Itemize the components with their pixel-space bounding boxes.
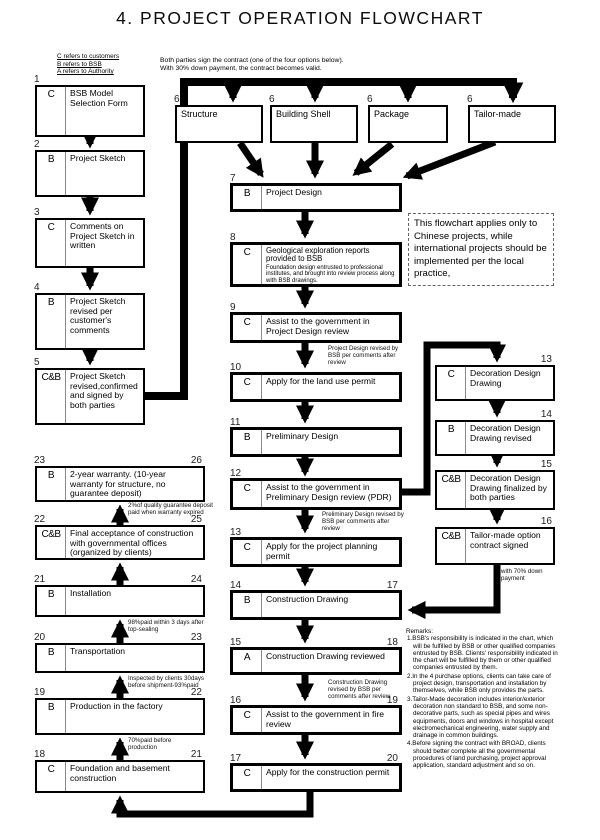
flow-box-7 <box>230 173 402 212</box>
box-text: Assist to the government in Project Design review <box>266 316 370 336</box>
box-number-right: 23 <box>190 632 202 643</box>
box-text: Decoration Design Drawing <box>470 368 541 388</box>
box-number: 18 <box>34 749 46 760</box>
box-text: Assist to the government in fire review <box>266 709 384 729</box>
payment-note: 98%paid within 3 days after top-sealing <box>128 619 204 633</box>
flow-box-option-tailor-made <box>467 94 556 143</box>
legend-line: B refers to BSB <box>57 60 102 68</box>
responsibility-tag: B <box>37 295 66 348</box>
box-text: Geological exploration reports provided to BSB <box>266 246 370 264</box>
box-number: 1 <box>34 74 40 85</box>
flow-box-20 <box>34 632 205 673</box>
box-text: Structure <box>181 109 218 119</box>
responsibility-tag: C <box>437 367 466 399</box>
flow-box-9 <box>230 302 402 343</box>
box-number: 10 <box>230 362 242 373</box>
box-number: 14 <box>230 580 242 591</box>
box-text: Tailor-made option contract signed <box>470 530 541 550</box>
flow-box-13 <box>230 527 402 567</box>
responsibility-tag: C <box>233 708 262 732</box>
flow-box-10 <box>230 362 402 402</box>
box-number: 3 <box>34 207 40 218</box>
revision-note: Preliminary Design revised by BSB per comments after review <box>322 511 404 532</box>
flow-box-22 <box>34 514 205 560</box>
box-number-right: 19 <box>386 695 398 706</box>
box-number: 23 <box>34 455 46 466</box>
permit-to-foundation-loop <box>120 792 310 814</box>
flow-box-19 <box>34 687 205 735</box>
box-number-right: 14 <box>540 409 552 420</box>
revision-note: Construction Drawing revised by BSB per comments after review <box>328 679 391 700</box>
flow-box-16 <box>230 695 402 735</box>
legend-line: C refers to customers <box>57 53 120 60</box>
responsibility-tag: B <box>437 422 466 454</box>
remarks-heading: Remarks: <box>406 628 433 635</box>
responsibility-tag: C <box>233 481 262 507</box>
flow-box-23 <box>34 455 205 502</box>
box-number: 16 <box>230 695 242 706</box>
responsibility-tag: C&B <box>37 527 66 558</box>
responsibility-tag: C <box>37 220 66 266</box>
box-number-right: 21 <box>190 749 202 760</box>
box-text: Comments on Project Sketch in written <box>70 221 135 251</box>
box-text: Construction Drawing <box>266 594 349 604</box>
flow-box-4 <box>34 282 145 350</box>
box-text: Preliminary Design <box>266 431 339 441</box>
remark-item: 4.Before signing the contract with BROAD, clients should better complete all the governmental procedures of land purchasing, project approval application, standard adjustment and so on. <box>407 740 547 770</box>
responsibility-tag: B <box>233 186 262 209</box>
flow-box-8 <box>230 232 402 287</box>
box-number: 8 <box>230 232 236 243</box>
box-text: Project Sketch revised per customer's comments <box>70 296 126 335</box>
flow-box-r15 <box>435 459 555 510</box>
responsibility-tag: C <box>233 540 262 564</box>
revision-note: Project Design revised by BSB per comments after review <box>328 345 399 366</box>
responsibility-tag: C&B <box>437 472 466 508</box>
box-text: BSB Model Selection Form <box>70 88 128 108</box>
box-number: 6 <box>467 94 473 105</box>
responsibility-tag: C <box>233 245 262 284</box>
box-text: Installation <box>70 588 112 598</box>
box-number-right: 20 <box>386 753 398 764</box>
box-number: 12 <box>230 468 242 479</box>
responsibility-tag: B <box>233 593 262 617</box>
box-number: 22 <box>34 514 46 525</box>
box-text: Foundation and basement construction <box>70 763 170 783</box>
box-number-right: 18 <box>386 637 398 648</box>
responsibility-tag: C&B <box>437 529 466 563</box>
responsibility-tag: C <box>37 87 66 135</box>
contract-note-line: With 30% down payment, the contract becomes valid. <box>160 65 322 73</box>
flow-box-15 <box>230 637 402 675</box>
legend-line: A refers to Authority <box>57 68 114 76</box>
box-number-right: 25 <box>190 514 202 525</box>
box-number: 2 <box>34 139 40 150</box>
remarks <box>406 628 560 771</box>
box-number-right: 24 <box>190 574 202 585</box>
contract-to-construction-loop <box>412 565 497 610</box>
box-text: Apply for the land use permit <box>266 376 376 386</box>
box-number: 6 <box>367 94 373 105</box>
flow-box-1 <box>34 74 145 137</box>
box-text: Decoration Design Drawing finalized by both parties <box>470 473 547 503</box>
flow-box-21 <box>34 574 205 617</box>
responsibility-tag: B <box>233 430 262 454</box>
flow-box-r13 <box>435 354 555 401</box>
box-number: 9 <box>230 302 236 313</box>
flow-box-12 <box>230 468 402 510</box>
flow-box-option-package <box>367 94 448 143</box>
contract-note-line: Both parties sign the contract (one of the four options below). <box>160 57 344 64</box>
box-number: 19 <box>34 687 46 698</box>
box-body <box>262 245 399 284</box>
payment-note: 2%of quality guarantee deposit paid when warranty expired <box>128 502 213 516</box>
box-subtext: Foundation design entrusted to professional institutes, and brought into review process along with BSB drawings. <box>266 264 395 284</box>
flow-box-11 <box>230 417 402 457</box>
box-text: Assist to the government in Preliminary Design review (PDR) <box>266 482 392 502</box>
box-number: 21 <box>34 574 46 585</box>
box-text: Transportation <box>70 646 126 656</box>
flow-box-14 <box>230 580 402 620</box>
flow-box-r16 <box>435 516 555 565</box>
responsibility-tag: B <box>37 468 66 500</box>
flow-box-5 <box>34 357 145 425</box>
box-text: Project Design <box>266 187 322 197</box>
contract-note <box>160 57 450 73</box>
responsibility-tag: B <box>37 700 66 733</box>
box-number: 17 <box>230 753 242 764</box>
responsibility-tag: B <box>37 645 66 671</box>
box-number-right: 22 <box>190 687 202 698</box>
box-text: 2-year warranty. (10-year warranty for structure, no guarantee deposit) <box>70 469 166 499</box>
payment-note: Inspected by clients 30days before shipment-93%paid <box>128 675 205 689</box>
box-text: Production in the factory <box>70 701 163 711</box>
box-text: Decoration Design Drawing revised <box>470 423 541 443</box>
box-number-right: 13 <box>540 354 552 365</box>
box-text: Tailor-made <box>474 109 522 119</box>
chinese-projects-notice: This flowchart applies only to Chinese projects, while international projects should be implemented per the local practice, <box>408 213 554 286</box>
box-text: Project Sketch <box>70 153 126 163</box>
box-number-right: 26 <box>190 455 202 466</box>
down-payment-note: with 70% down payment <box>501 568 543 582</box>
remark-item: 1.BSB's responsibility is indicated in the chart, which will be fulfilled by BSB or other qualified companies entrusted by BSB. Clients' responsibility indicated in the chart will be fulfilled by them or other qualified companies entrusted by them. <box>407 635 558 672</box>
responsibility-tag: C&B <box>37 370 66 423</box>
box-text: Apply for the construction permit <box>266 767 390 777</box>
box-number: 20 <box>34 632 46 643</box>
flow-box-17 <box>230 753 402 792</box>
box-number-right: 17 <box>386 580 398 591</box>
flow-box-r14 <box>435 409 555 456</box>
legend <box>57 53 119 76</box>
flow-box-2 <box>34 139 145 197</box>
box-text: Final acceptance of construction with governmental offices (organized by clients) <box>70 528 194 558</box>
remark-item: 2.In the 4 purchase options, clients can take care of project design, transportation and installation by themselves, while BSB only provides the parts. <box>407 672 551 695</box>
box-text: Package <box>374 109 410 119</box>
remark-item: 3.Tailor-Made decoration includes interior/exterior decoration non standard to BSB, and some non-decorative parts, such as special pipes and wires equipments, doors and windows in hospital except electromechanical engineering, water supply and drainage in common buildings. <box>407 695 554 740</box>
responsibility-tag: C <box>37 762 66 791</box>
responsibility-tag: B <box>37 587 66 615</box>
flow-box-3 <box>34 207 145 268</box>
responsibility-tag: A <box>233 650 262 672</box>
arrows-options-to-design <box>240 142 495 176</box>
box-number-right: 16 <box>540 516 552 527</box>
box-number-right: 15 <box>540 459 552 470</box>
box-text: Project Sketch revised,confirmed and signed by both parties <box>70 371 138 410</box>
box-number: 4 <box>34 282 40 293</box>
responsibility-tag: C <box>233 375 262 399</box>
box-text: Construction Drawing reviewed <box>266 651 385 661</box>
flow-box-18 <box>34 749 205 793</box>
payment-note: 70%paid before production <box>128 737 172 751</box>
box-number: 6 <box>269 94 275 105</box>
box-number: 6 <box>174 94 180 105</box>
box-number: 7 <box>230 173 236 184</box>
responsibility-tag: B <box>37 152 66 195</box>
page-title: 4. PROJECT OPERATION FLOWCHART <box>116 8 484 28</box>
flow-box-option-structure <box>174 94 263 143</box>
box-text: Apply for the project planning permit <box>266 541 378 561</box>
box-number: 5 <box>34 357 40 368</box>
box-number: 11 <box>230 417 241 428</box>
box-number: 15 <box>230 637 242 648</box>
box-text: Building Shell <box>276 109 331 119</box>
responsibility-tag: C <box>233 315 262 340</box>
box-number: 13 <box>230 527 242 538</box>
responsibility-tag: C <box>233 766 262 789</box>
flow-box-option-building-shell <box>269 94 358 143</box>
